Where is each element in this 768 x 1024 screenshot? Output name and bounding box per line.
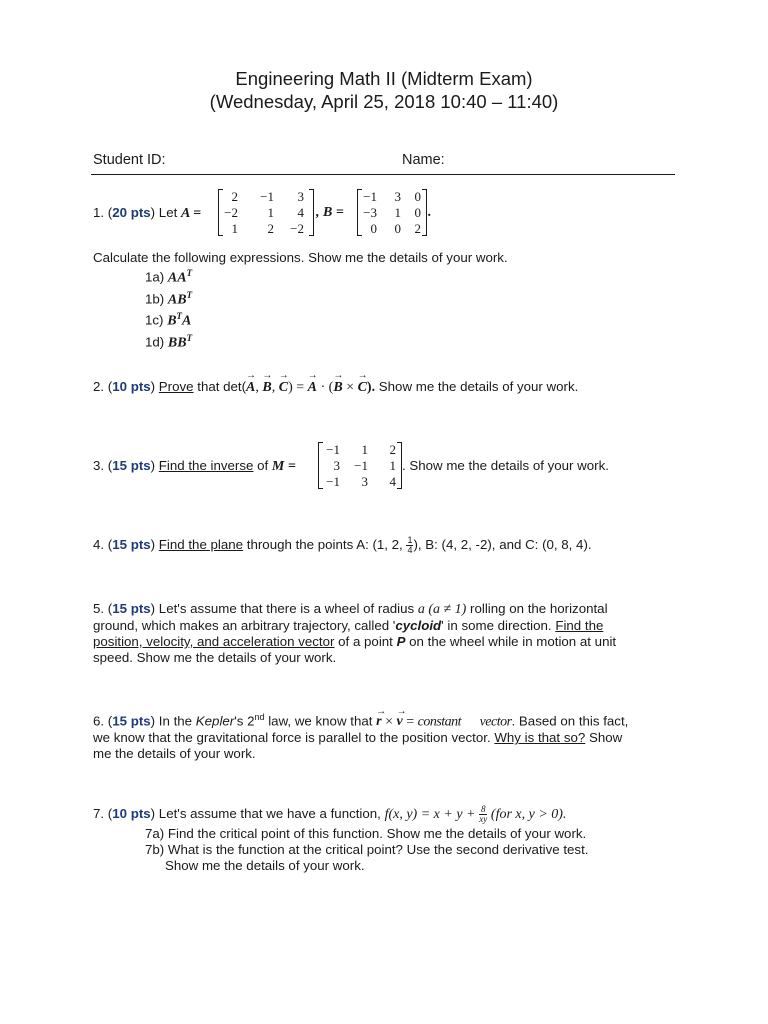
part-7b-continued: Show me the details of your work. [165, 858, 365, 873]
part-7b: 7b) What is the function at the critical point? Use the second derivative test. [145, 842, 589, 857]
matrix-m-cell: −1 [354, 458, 368, 473]
question-4: 4. (15 pts) Find the plane through the points A: (1, 2, $\frac{1}{4}$ ), B: (4, 2, -2), and C: (0, 8, 4). [93, 535, 592, 555]
matrix-b-period: . [428, 205, 432, 220]
matrix-b-cell: 0 [414, 189, 421, 204]
part-7a: 7a) Find the critical point of this function. Show me the details of your work. [145, 826, 587, 841]
matrix-m-cell: 2 [389, 442, 396, 457]
question-3: 3. (15 pts) Find the inverse of M = [93, 458, 296, 474]
name-label: Name: [402, 152, 445, 168]
matrix-m [318, 442, 402, 489]
matrix-b [357, 189, 427, 236]
matrix-b-label: , B = [316, 205, 344, 220]
question-6: 6. (15 pts) In the Kepler's 2nd law, we know that → r × → v = constant vector. Based on this fact, we know that the gravitational force is parallel to the position vector. Why is that so? Show me the details of your work. [93, 709, 628, 762]
matrix-a-cell: −1 [260, 189, 274, 204]
fraction-one-quarter: $\frac{1}{4}$ [407, 535, 413, 555]
question-1-points: 20 pts [112, 205, 151, 220]
matrix-a-cell: 2 [231, 189, 238, 204]
matrix-a-cell: 3 [297, 189, 304, 204]
matrix-a-label: A = [181, 206, 202, 221]
question-4-points: 15 pts [112, 537, 151, 553]
part-1b: 1b) $AB^T$ [145, 289, 193, 308]
matrix-m-cell: 3 [333, 458, 340, 473]
matrix-m-cell: −1 [326, 474, 340, 489]
matrix-a-cell: 1 [231, 221, 238, 236]
question-7-parts [145, 826, 588, 874]
matrix-a-cell: −2 [224, 205, 238, 220]
question-3-tail: . Show me the details of your work. [402, 458, 609, 473]
question-7: 7. (10 pts) Let's assume that we have a function, f(x, y) = x + y + $\frac{8}{xy}$ (for x, y > 0). [93, 804, 567, 824]
matrix-m-cell: 3 [361, 474, 368, 489]
exam-title: Engineering Math II (Midterm Exam) [235, 68, 533, 89]
question-3-points: 15 pts [112, 458, 151, 473]
fraction-8-over-xy: $\frac{8}{xy}$ [479, 804, 488, 824]
matrix-a-cell: 1 [267, 205, 274, 220]
question-5-points: 15 pts [112, 601, 151, 616]
matrix-m-cell: −1 [326, 442, 340, 457]
matrix-a-cell: −2 [290, 221, 304, 236]
part-1d: 1d) $BB^T$ [145, 333, 193, 351]
question-2-points: 10 pts [112, 379, 151, 394]
question-6-points: 15 pts [112, 713, 151, 729]
header-divider [91, 174, 675, 175]
matrix-b-cell: 0 [370, 221, 377, 236]
matrix-m-cell: 4 [389, 474, 396, 489]
question-1-intro: 1. (20 pts) Let A = [93, 205, 202, 221]
matrix-m-label: M = [271, 459, 296, 474]
question-5: 5. (15 pts) Let's assume that there is a wheel of radius a (a ≠ 1) rolling on the horizontal ground, which makes an arbitrary trajectory, called 'cycloid' in some direction. Find the position, velocity, and acceleration vector of a point P on the wheel while in motion at unit speed. Show me the details of your work. [93, 601, 617, 665]
matrix-a-cell: 4 [297, 205, 304, 220]
part-1c: 1c) $B^TA$ [145, 311, 192, 329]
question-1-parts [145, 265, 192, 352]
question-7-points: 10 pts [112, 806, 151, 822]
matrix-b-cell: 2 [414, 221, 421, 236]
question-2: 2. (10 pts) Prove that det(→ A, → B, → C) = → A · (→ B × → C). Show me the details of your work. [93, 379, 578, 396]
matrix-a [218, 189, 314, 236]
matrix-b-cell: −1 [363, 189, 377, 204]
matrix-m-cell: 1 [361, 442, 368, 457]
matrix-b-cell: 3 [394, 189, 401, 204]
part-1a: 1a) $AA^T$ [145, 268, 193, 286]
matrix-b-cell: −3 [363, 205, 377, 220]
matrix-b-cell: 1 [394, 205, 401, 220]
student-id-label: Student ID: [93, 152, 166, 168]
exam-date: (Wednesday, April 25, 2018 10:40 – 11:40) [209, 91, 559, 112]
matrix-b-cell: 0 [414, 205, 421, 220]
matrix-a-cell: 2 [267, 221, 274, 236]
question-1-instruction: Calculate the following expressions. Show me the details of your work. [93, 250, 508, 265]
matrix-m-cell: 1 [389, 458, 396, 473]
matrix-b-cell: 0 [394, 221, 401, 236]
